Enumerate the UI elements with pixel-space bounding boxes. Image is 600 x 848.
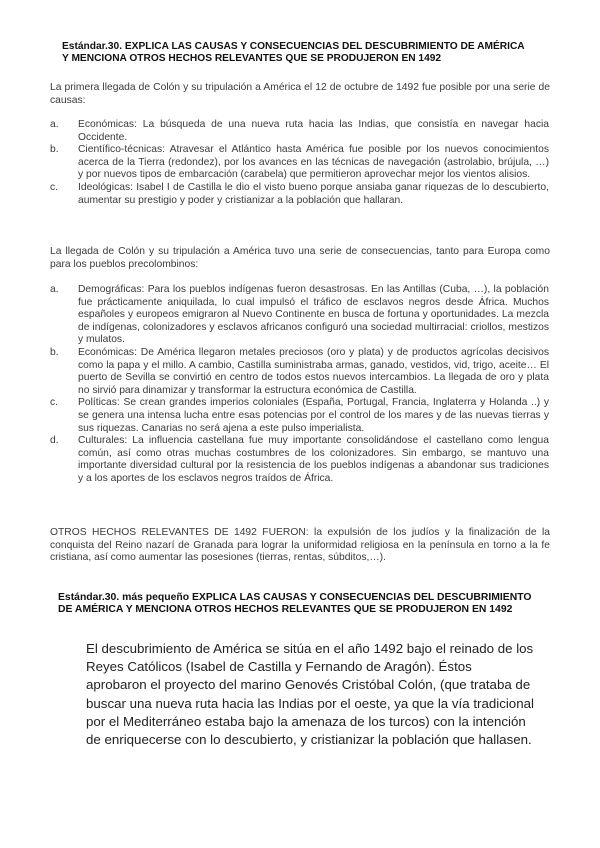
consequence-text: Económicas: De América llegaron metales preciosos (oro y plata) y de productos agrícolas decisivos como la papa y el millo. A cambio, Castilla suministraba armas, ganado, vestidos, vid, trigo, aceite… El puerto de Sevilla se convirtió en centro de todos estos nuevos intercambios. La llegada de oro y plata no sirvió para dinamizar y transformar la estructura económica de Castilla.: [78, 346, 549, 396]
section2-title: Estándar.30. más pequeño EXPLICA LAS CAUSAS Y CONSECUENCIAS DEL DESCUBRIMIENTO DE AMÉRICA Y MENCIONA OTROS HECHOS RELEVANTES QUE SE PRODUJERON EN 1492: [58, 592, 532, 615]
consequences-list: [50, 284, 549, 486]
section2-body: El descubrimiento de América se sitúa en el año 1492 bajo el reinado de los Reyes Católicos (Isabel de Castilla y Fernando de Aragón). Éstos aprobaron el proyecto del marino Genovés Cristóbal Colón, (que trataba de buscar una nueva ruta hacia las Indias por el oeste, ya que la vía tradicional por el Mediterráneo estaba bajo la amenaza de los turcos) con la intención de enriquecerse con lo descubierto, y cristianizar la población que hallasen.: [86, 641, 534, 748]
consequence-marker: c.: [50, 397, 59, 409]
cause-item: [50, 181, 549, 207]
consequence-marker: b.: [50, 346, 59, 358]
section1-title: Estándar.30. EXPLICA LAS CAUSAS Y CONSECUENCIAS DEL DESCUBRIMIENTO DE AMÉRICA Y MENCIONA OTROS HECHOS RELEVANTES QUE SE PRODUJERON EN 1492: [62, 41, 525, 64]
consequence-marker: d.: [50, 435, 59, 447]
cause-item: [50, 119, 549, 144]
causes-list: [50, 119, 549, 207]
other-events: OTROS HECHOS RELEVANTES DE 1492 FUERON: la expulsión de los judíos y la finalización de la conquista del Reino nazarí de Granada para lograr la uniformidad religiosa en la península en torno a la fe cristiana, así como aumentar las posesiones (tierras, rentas, súbditos,…).: [50, 527, 550, 564]
consequences-intro: La llegada de Colón y su tripulación a América tuvo una serie de consecuencias, tanto para Europa como para los pueblos precolombinos:: [50, 246, 550, 270]
consequence-item: [50, 435, 549, 485]
cause-marker: a.: [50, 119, 59, 130]
consequence-text: Culturales: La influencia castellana fue muy importante consolidándose el castellano como lengua común, así como otras muchas costumbres de los colonizadores. Sin embargo, se mantuvo una importante diversidad cultural por la resistencia de los pueblos indígenas a abandonar sus tradiciones y a los aportes de los esclavos negros traídos de África.: [78, 435, 549, 484]
consequence-text: Políticas: Se crean grandes imperios coloniales (España, Portugal, Francia, Inglaterra y Holanda ..) y se genera una intensa lucha entre esas potencias por el control de los mares y de las nuevas tierras y sus riquezas. Canarias no será ajena a este pulso imperialista.: [78, 397, 549, 434]
consequence-item: [50, 346, 549, 397]
consequence-marker: a.: [50, 284, 59, 295]
causes-intro: La primera llegada de Colón y su tripulación a América el 12 de octubre de 1492 fue posible por una serie de causas:: [50, 82, 550, 106]
cause-text: Científico-técnicas: Atravesar el Atlántico hasta América fue posible por los nuevos conocimientos acerca de la Tierra (redondez), por los avances en las técnicas de navegación (astrolabio, brújula, …) y por nuevos tipos de embarcación (carabela) que permitieron aprovechar mejor los vientos alisios.: [78, 144, 549, 181]
consequence-text: Demográficas: Para los pueblos indígenas fueron desastrosas. En las Antillas (Cuba, …), la población fue prácticamente aniquilada, lo cual impulsó el tráfico de esclavos negros desde África. Muchos españoles y europeos emigraron al Nuevo Continente en busca de fortuna y oportunidades. La mezcla de indígenas, colonizadores y esclavos africanos configuró una sociedad multirracial: criollos, mestizos y mulatos.: [78, 284, 549, 346]
cause-text: Económicas: La búsqueda de una nueva ruta hacia las Indias, que consistía en navegar hacia Occidente.: [78, 119, 549, 143]
cause-marker: c.: [50, 181, 59, 193]
consequence-item: [50, 284, 549, 347]
cause-marker: b.: [50, 144, 59, 156]
cause-item: [50, 144, 549, 182]
cause-text: Ideológicas: Isabel I de Castilla le dio el visto bueno porque ansiaba ganar riquezas de lo descubierto, aumentar su prestigio y poder y cristianizar a la población que hallaran.: [78, 181, 549, 206]
consequence-item: [50, 397, 549, 435]
